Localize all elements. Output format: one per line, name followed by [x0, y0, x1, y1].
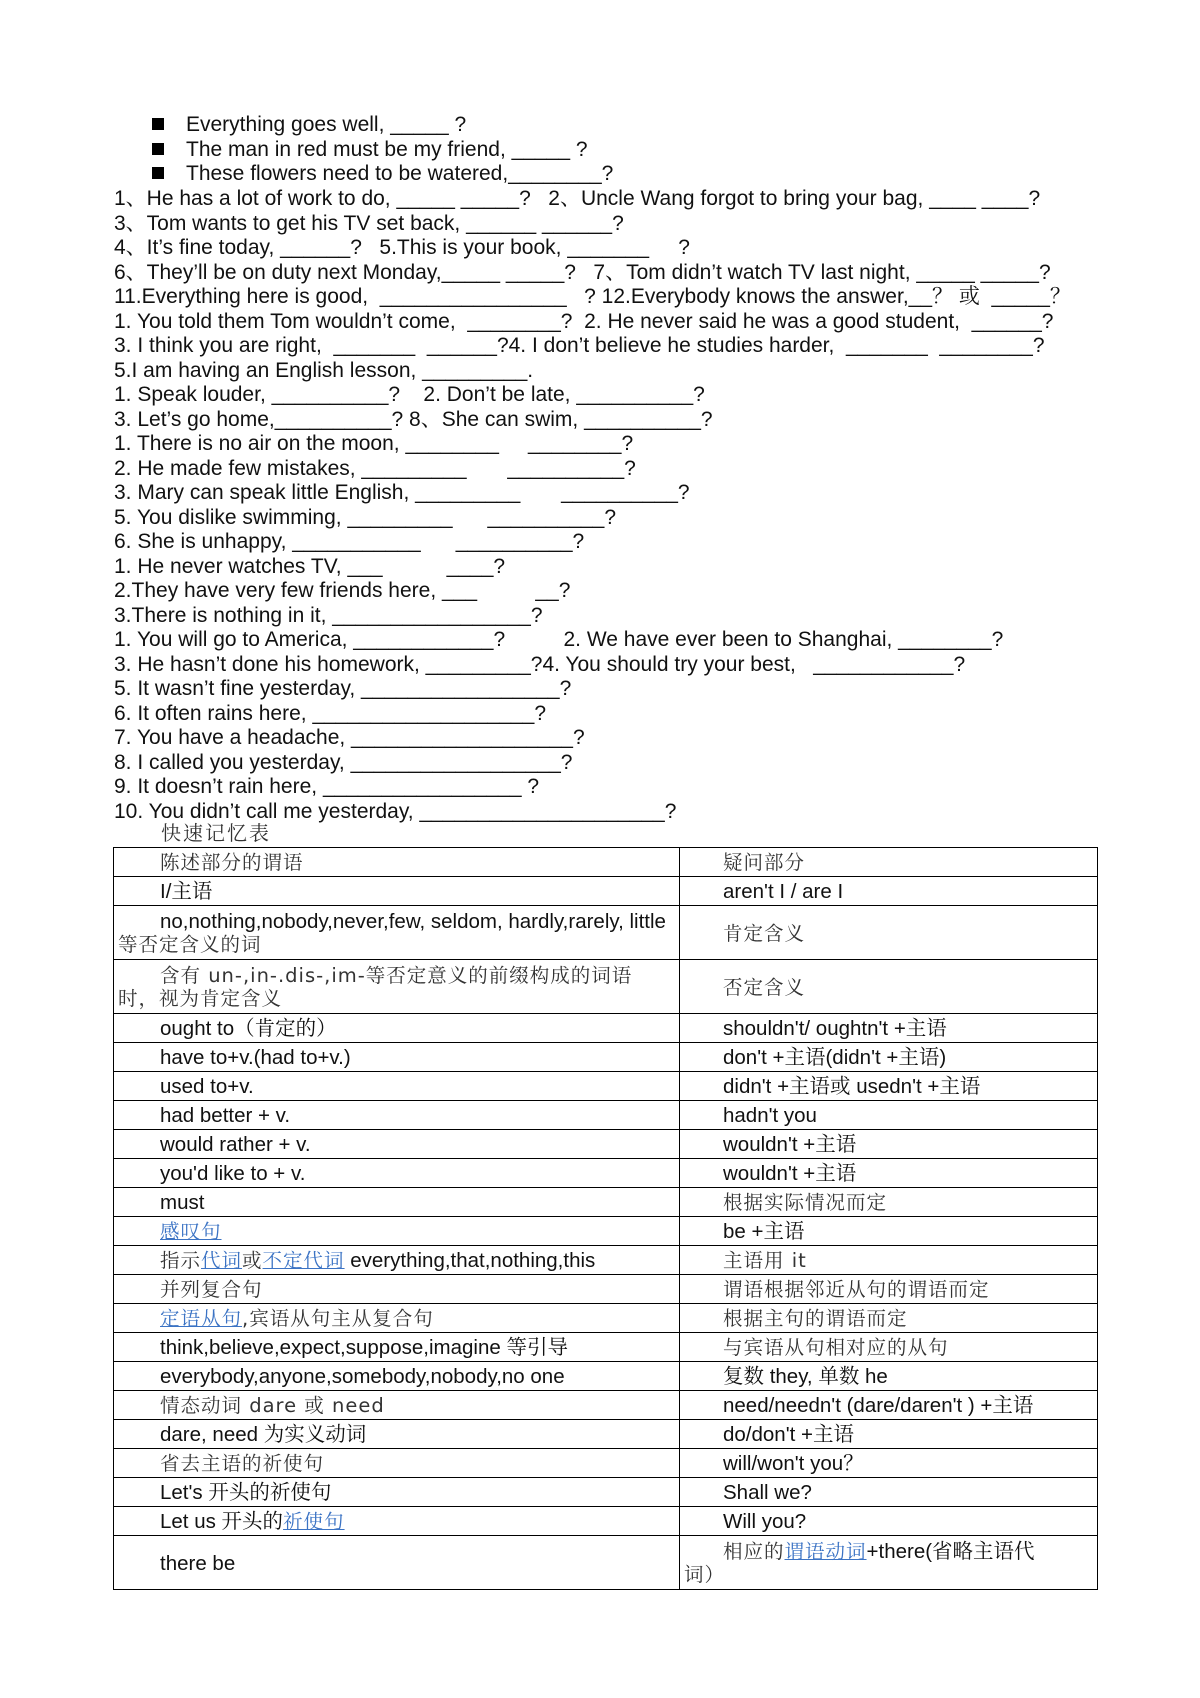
table-cell: 与宾语从句相对应的从句 [680, 1333, 1098, 1362]
table-cell [114, 1217, 680, 1246]
table-row [114, 1043, 1098, 1072]
header-cell-right: 疑问部分 [680, 848, 1098, 877]
exercise-line: 6、They’ll be on duty next Monday,_____ _____? 7、Tom didn’t watch TV last night, _____ _____? [114, 260, 1051, 284]
exercise-line: 9. It doesn’t rain here, _________________ ? [114, 775, 540, 798]
table-row [114, 1449, 1098, 1478]
exercise-line: 2.They have very few friends here, ___ __? [114, 579, 571, 602]
table-cell: no,nothing,nobody,never,few, seldom, hardly,rarely, little 等否定含义的词 [114, 906, 680, 960]
table-cell: 相应的谓语动词+there(省略主语代 词） [680, 1536, 1098, 1590]
table-cell: had better + v. [114, 1101, 680, 1130]
exercise-line: 3.There is nothing in it, _________________? [114, 603, 543, 627]
table-cell: 并列复合句 [114, 1275, 680, 1304]
exercise-line: 10. You didn’t call me yesterday, _____________________? [114, 799, 677, 823]
table-cell: 根据实际情况而定 [680, 1188, 1098, 1217]
bullet-item: These flowers need to be watered,________? [152, 162, 613, 187]
bullet-list [152, 113, 613, 187]
table-cell: 否定含义 [680, 960, 1098, 1014]
table-cell: would rather + v. [114, 1130, 680, 1159]
table-row [114, 1536, 1098, 1590]
table-row [114, 1101, 1098, 1130]
table-row [114, 1217, 1098, 1246]
exercise-line: 3. Let’s go home,__________? 8、She can swim, __________? [114, 407, 713, 431]
table-cell: 谓语根据邻近从句的谓语而定 [680, 1275, 1098, 1304]
table-cell: think,believe,expect,suppose,imagine 等引导 [114, 1333, 680, 1362]
table-row [114, 1072, 1098, 1101]
exercise-line: 3. He hasn’t done his homework, _________?4. You should try your best, ____________? [114, 652, 966, 676]
exercise-line: 3、Tom wants to get his TV set back, ______ ______? [114, 211, 624, 235]
exercise-line: 1. He never watches TV, ___ ____? [114, 554, 506, 578]
table-row [114, 1188, 1098, 1217]
table-cell: will/won't you？ [680, 1449, 1098, 1478]
exercise-line: 1、He has a lot of work to do, _____ _____? 2、Uncle Wang forgot to bring your bag, ____ ____? [114, 187, 1041, 210]
exercise-line: 3. I think you are right, _______ ______?4. I don’t believe he studies harder, _______ ________? [114, 334, 1045, 357]
table-row [114, 1304, 1098, 1333]
square-bullet-icon [152, 143, 164, 155]
table-cell: wouldn't +主语 [680, 1130, 1098, 1159]
exercise-line: 5. You dislike swimming, _________ __________? [114, 505, 617, 529]
exercise-line: 1. There is no air on the moon, ________ ________? [114, 432, 634, 455]
table-cell: I/主语 [114, 877, 680, 906]
exclamation-link[interactable]: 感叹句 [160, 1220, 222, 1243]
table-row [114, 1130, 1098, 1159]
exercise-line: 3. Mary can speak little English, _________ __________? [114, 481, 690, 504]
table-cell: need/needn't (dare/daren't ) +主语 [680, 1391, 1098, 1420]
exercise-line: 1. Speak louder, __________? 2. Don’t be late, __________? [114, 383, 705, 406]
table-row [114, 1159, 1098, 1188]
table-cell: 情态动词 dare 或 need [114, 1391, 680, 1420]
predicate-verb-link[interactable]: 谓语动词 [784, 1540, 867, 1563]
table-cell: ought to（肯定的） [114, 1014, 680, 1043]
table-row [114, 1391, 1098, 1420]
table-header-row [114, 848, 1098, 877]
table-cell: Let us 开头的祈使句 [114, 1507, 680, 1536]
table-cell: 主语用 it [680, 1246, 1098, 1275]
table-row [114, 1246, 1098, 1275]
table-cell: Will you? [680, 1507, 1098, 1536]
imperative-link[interactable]: 祈使句 [283, 1510, 345, 1533]
exercise-line: 5. It wasn’t fine yesterday, _________________? [114, 677, 572, 700]
table-cell: do/don't +主语 [680, 1420, 1098, 1449]
table-cell: don't +主语(didn't +主语) [680, 1043, 1098, 1072]
table-row [114, 1014, 1098, 1043]
header-cell-left: 陈述部分的谓语 [114, 848, 680, 877]
table-row [114, 960, 1098, 1014]
table-cell: you'd like to + v. [114, 1159, 680, 1188]
table-cell: didn't +主语或 usedn't +主语 [680, 1072, 1098, 1101]
table-row [114, 906, 1098, 960]
table-cell: shouldn't/ oughtn't +主语 [680, 1014, 1098, 1043]
square-bullet-icon [152, 118, 164, 130]
table-cell: 省去主语的祈使句 [114, 1449, 680, 1478]
exercise-line: 1. You told them Tom wouldn’t come, ________? 2. He never said he was a good student, ______? [114, 309, 1054, 333]
table-cell: 根据主句的谓语而定 [680, 1304, 1098, 1333]
exercise-line: 8. I called you yesterday, __________________? [114, 750, 573, 774]
table-cell: 指示代词或不定代词 everything,that,nothing,this [114, 1246, 680, 1275]
table-cell: must [114, 1188, 680, 1217]
table-row [114, 1362, 1098, 1391]
table-cell: wouldn't +主语 [680, 1159, 1098, 1188]
table-cell: used to+v. [114, 1072, 680, 1101]
table-cell: there be [114, 1536, 680, 1590]
table-cell: 含有 un-,in-.dis-,im-等否定意义的前缀构成的词语 时，视为肯定含义 [114, 960, 680, 1014]
exercise-line: 6. She is unhappy, ___________ __________? [114, 530, 585, 553]
table-cell: 复数 they, 单数 he [680, 1362, 1098, 1391]
table-row [114, 1507, 1098, 1536]
exercise-line: 4、It’s fine today, ______? 5.This is your book, _______ ? [114, 236, 690, 259]
table-row [114, 877, 1098, 906]
exercise-line: 5.I am having an English lesson, _________. [114, 358, 534, 382]
square-bullet-icon [152, 167, 164, 179]
table-cell: have to+v.(had to+v.) [114, 1043, 680, 1072]
table-cell: Let's 开头的祈使句 [114, 1478, 680, 1507]
table-cell: Shall we? [680, 1478, 1098, 1507]
table-cell: aren't I / are I [680, 877, 1098, 906]
exercise-line: 7. You have a headache, ___________________? [114, 726, 585, 749]
exercise-line: 11.Everything here is good, ________________ ? 12.Everybody knows the answer,__？ 或 _____？ [114, 285, 1071, 308]
memory-table [113, 847, 1098, 1590]
table-row [114, 1420, 1098, 1449]
table-title: 快速记忆表 [161, 821, 271, 845]
table-cell: be +主语 [680, 1217, 1098, 1246]
table-cell: 肯定含义 [680, 906, 1098, 960]
table-row [114, 1478, 1098, 1507]
indefinite-pronoun-link[interactable]: 不定代词 [262, 1249, 345, 1272]
table-row [114, 1333, 1098, 1362]
table-row [114, 1275, 1098, 1304]
attributive-clause-link[interactable]: 定语从句 [160, 1307, 243, 1330]
bullet-item: The man in red must be my friend, _____ ? [152, 138, 613, 163]
bullet-item: Everything goes well, _____ ? [152, 113, 613, 138]
table-cell: everybody,anyone,somebody,nobody,no one [114, 1362, 680, 1391]
table-cell: dare, need 为实义动词 [114, 1420, 680, 1449]
exercise-line: 2. He made few mistakes, _________ __________? [114, 456, 636, 480]
pronoun-link[interactable]: 代词 [201, 1249, 243, 1272]
table-cell: hadn't you [680, 1101, 1098, 1130]
table-cell: 定语从句,宾语从句主从复合句 [114, 1304, 680, 1333]
exercise-line: 6. It often rains here, ___________________? [114, 701, 547, 725]
exercise-list [114, 187, 1071, 824]
exercise-line: 1. You will go to America, ____________? 2. We have ever been to Shanghai, ________? [114, 628, 1004, 651]
